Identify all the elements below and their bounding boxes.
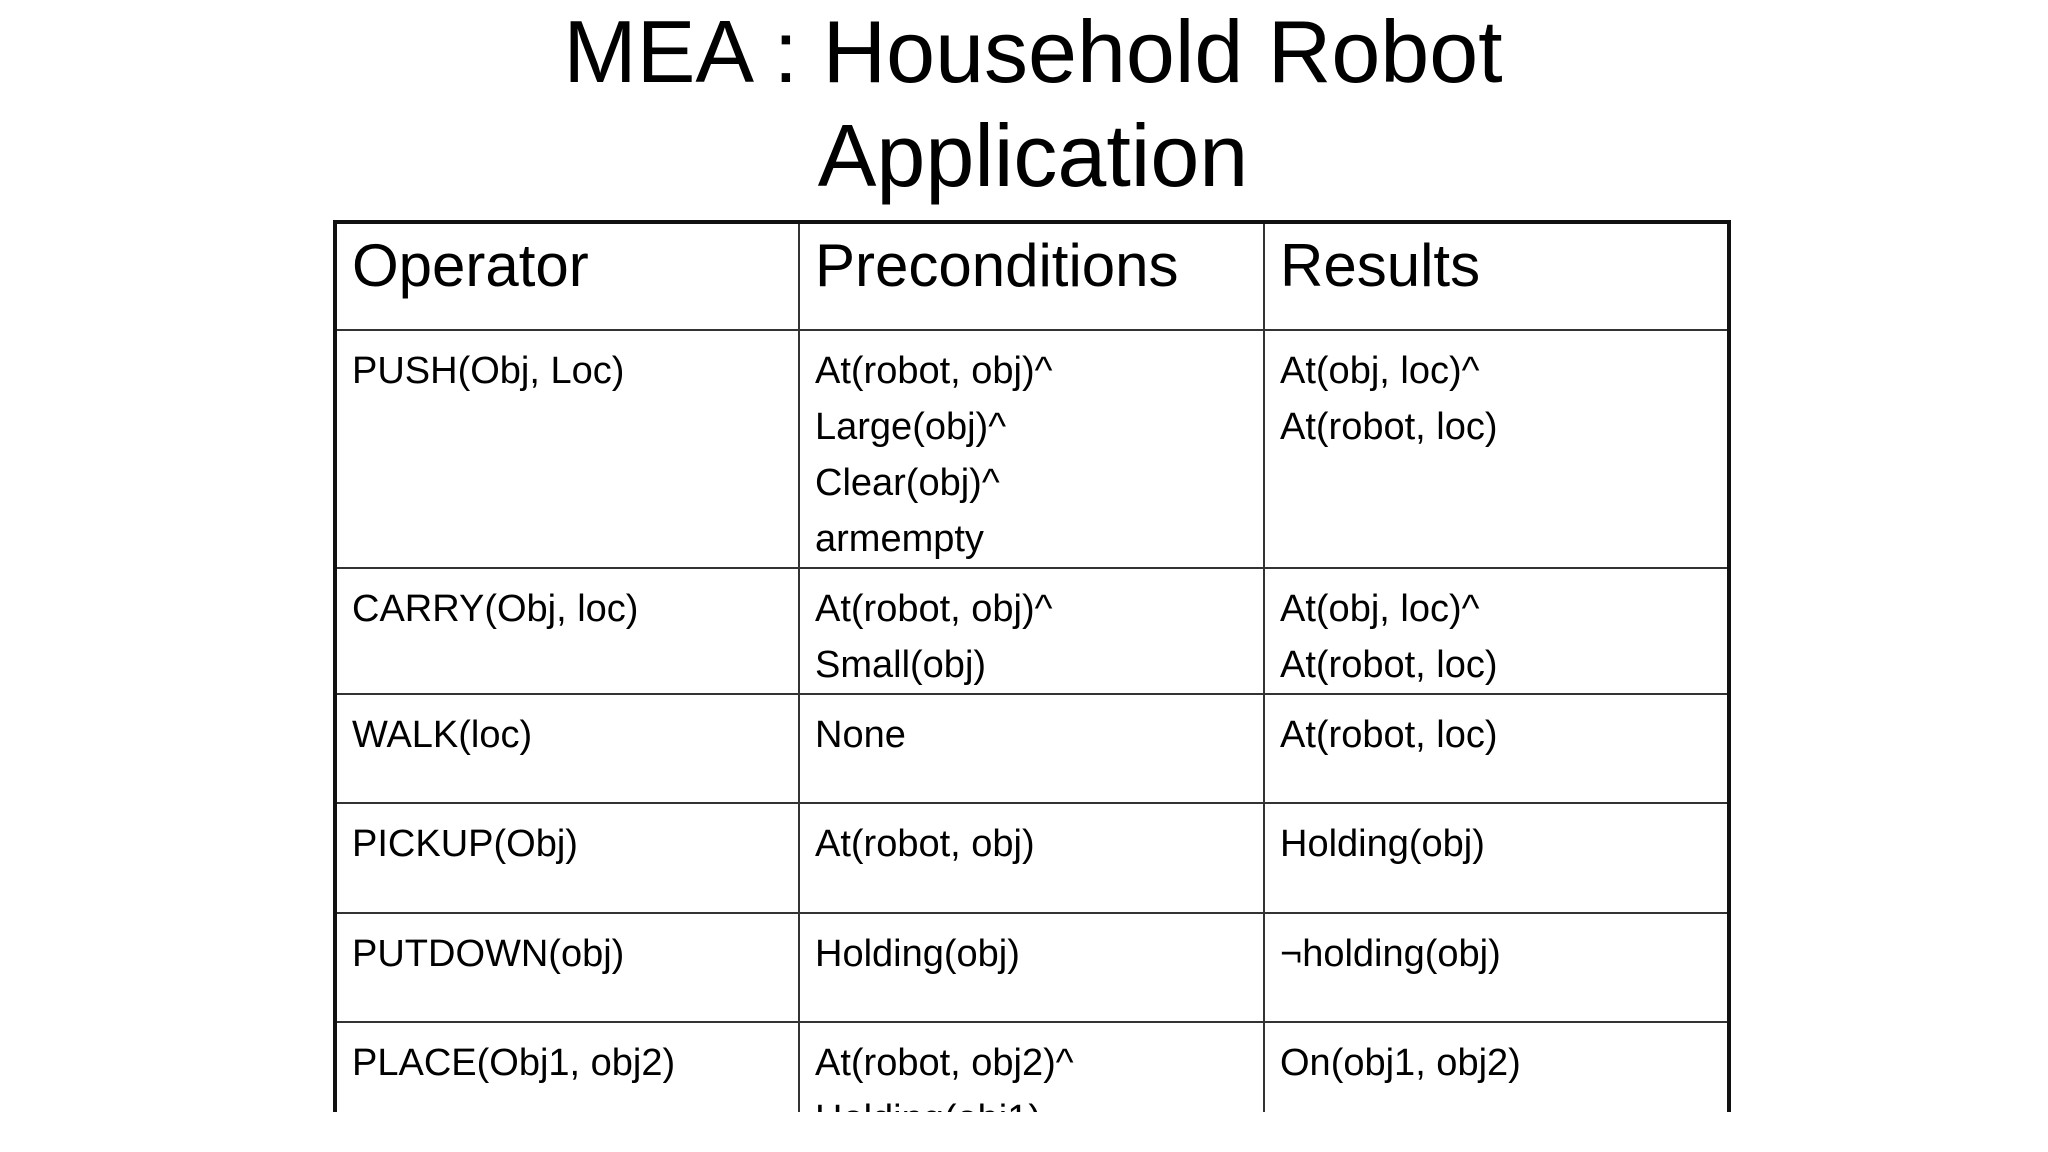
table-row	[335, 568, 1729, 694]
cell-line: At(robot, obj)	[815, 823, 1035, 865]
table-header-row	[335, 222, 1729, 330]
cell-line: Small(obj)	[815, 644, 987, 686]
slide-title-line-1: MEA : Household Robot	[563, 2, 1503, 101]
cell-line: At(obj, loc)^	[1280, 350, 1480, 392]
cell-line: WALK(loc)	[352, 714, 533, 756]
cell-line: Clear(obj)^	[815, 462, 1000, 504]
results-cell	[1264, 913, 1729, 1022]
preconditions-cell	[799, 330, 1264, 568]
cell-line: PICKUP(Obj)	[352, 823, 578, 865]
results-cell	[1264, 694, 1729, 803]
cell-line: At(obj, loc)^	[1280, 588, 1480, 630]
table-row	[335, 694, 1729, 803]
cell-line: Holding(obj)	[815, 933, 1020, 975]
operator-table	[333, 220, 1731, 1152]
cell-line: armempty	[815, 518, 984, 560]
header-preconditions: Preconditions	[799, 222, 1264, 330]
results-cell	[1264, 330, 1729, 568]
table-row	[335, 803, 1729, 913]
results-cell	[1264, 568, 1729, 694]
operator-cell	[335, 694, 799, 803]
cell-line: At(robot, obj2)^	[815, 1042, 1074, 1084]
results-cell	[1264, 803, 1729, 913]
operator-cell	[335, 803, 799, 913]
cell-line: At(robot, loc)	[1280, 406, 1498, 448]
operator-cell	[335, 330, 799, 568]
cell-line: On(obj1, obj2)	[1280, 1042, 1521, 1084]
cell-line: At(robot, loc)	[1280, 644, 1498, 686]
cell-line: Holding(obj)	[1280, 823, 1485, 865]
table-row	[335, 913, 1729, 1022]
table-row	[335, 330, 1729, 568]
cell-line: PUSH(Obj, Loc)	[352, 350, 625, 392]
bottom-crop	[0, 1112, 2048, 1152]
header-operator: Operator	[335, 222, 799, 330]
operator-cell	[335, 568, 799, 694]
cell-line: ¬holding(obj)	[1280, 933, 1501, 975]
slide-title	[0, 0, 2048, 208]
cell-line: At(robot, obj)^	[815, 350, 1053, 392]
cell-line: PUTDOWN(obj)	[352, 933, 625, 975]
preconditions-cell	[799, 568, 1264, 694]
cell-line: CARRY(Obj, loc)	[352, 588, 639, 630]
preconditions-cell	[799, 913, 1264, 1022]
cell-line: PLACE(Obj1, obj2)	[352, 1042, 676, 1084]
preconditions-cell	[799, 694, 1264, 803]
cell-line: At(robot, loc)	[1280, 714, 1498, 756]
preconditions-cell	[799, 803, 1264, 913]
cell-line: Large(obj)^	[815, 406, 1007, 448]
cell-line: At(robot, obj)^	[815, 588, 1053, 630]
slide-title-line-2: Application	[817, 106, 1249, 205]
header-results: Results	[1264, 222, 1729, 330]
cell-line: None	[815, 714, 906, 756]
operator-cell	[335, 913, 799, 1022]
